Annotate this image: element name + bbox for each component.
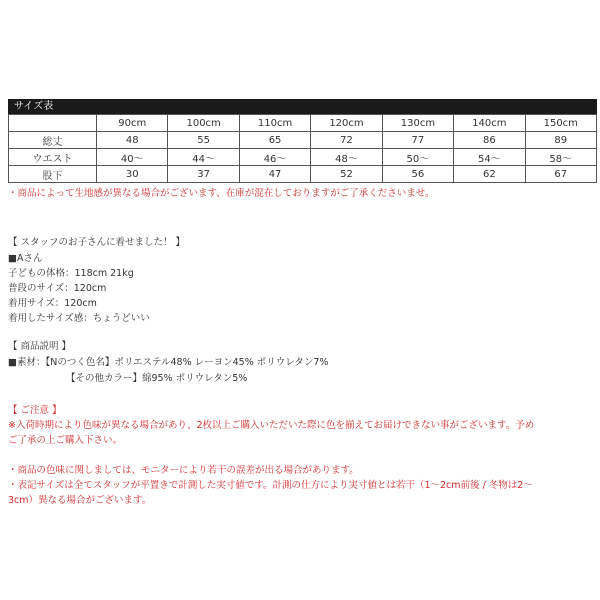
size-column-header: 130cm: [382, 115, 453, 132]
size-chart-title: サイズ表: [8, 99, 597, 114]
table-row: [9, 149, 597, 166]
caution-line: ・商品の色味に関しましては、モニターにより若干の誤差が出る場合があります。: [8, 465, 359, 476]
staff-heading: 【 スタッフのお子さんに着せました！ 】: [8, 237, 186, 248]
size-column-header: 140cm: [454, 115, 525, 132]
table-cell: 72: [311, 132, 382, 149]
size-column-header: 100cm: [168, 115, 239, 132]
caution-line: ご了承の上ご購入下さい。: [8, 435, 123, 446]
caution-line: 3cm）異なる場合がございます。: [8, 495, 152, 506]
table-cell: 46～: [239, 149, 310, 166]
material-line-other: 【その他カラー】綿95% ポリウレタン5%: [66, 373, 248, 384]
table-cell: 48～: [311, 149, 382, 166]
table-row: [9, 166, 597, 183]
table-cell: 50～: [382, 149, 453, 166]
table-cell: 52: [311, 166, 382, 183]
staff-usual-size: 普段のサイズ：120cm: [8, 283, 107, 294]
table-cell: 62: [454, 166, 525, 183]
caution-line: ※入荷時期により色味が異なる場合があり、2枚以上ご購入いただいた際に色を揃えてお届けできない事がございます。予め: [8, 420, 535, 431]
row-label: 股下: [9, 166, 97, 183]
table-cell: 55: [168, 132, 239, 149]
size-column-header: 110cm: [239, 115, 310, 132]
size-column-header: 120cm: [311, 115, 382, 132]
size-header-row: [9, 115, 597, 132]
table-cell: 77: [382, 132, 453, 149]
fabric-note: ・商品によって生地感が異なる場合がございます、在庫が混在しておりますがご了承くださいませ。: [8, 188, 435, 199]
corner-cell: [9, 115, 97, 132]
table-cell: 89: [525, 132, 596, 149]
table-cell: 30: [97, 166, 168, 183]
table-cell: 47: [239, 166, 310, 183]
staff-worn-size: 着用サイズ：120cm: [8, 298, 97, 309]
row-label: 総丈: [9, 132, 97, 149]
table-cell: 44～: [168, 149, 239, 166]
product-heading: 【 商品説明 】: [8, 341, 72, 352]
caution-line: ・表記サイズは全てスタッフが平置きで計測した実寸値です。計測の仕方により実寸値とは若干（1～2cm前後 / 冬物は2～: [8, 480, 533, 491]
size-chart-table: [8, 114, 597, 183]
staff-name: ■Aさん: [8, 253, 43, 264]
size-column-header: 90cm: [97, 115, 168, 132]
table-cell: 58～: [525, 149, 596, 166]
table-row: [9, 132, 597, 149]
caution-heading: 【 ご注意 】: [8, 405, 62, 416]
size-column-header: 150cm: [525, 115, 596, 132]
material-line: ■素材：【Nのつく色名】ポリエステル48% レーヨン45% ポリウレタン7%: [8, 357, 329, 368]
staff-fit: 着用したサイズ感：ちょうどいい: [8, 313, 150, 324]
table-cell: 40～: [97, 149, 168, 166]
table-cell: 48: [97, 132, 168, 149]
table-cell: 67: [525, 166, 596, 183]
staff-body-size: 子どもの体格：118cm 21kg: [8, 268, 134, 279]
row-label: ウエスト: [9, 149, 97, 166]
table-cell: 86: [454, 132, 525, 149]
table-cell: 37: [168, 166, 239, 183]
table-cell: 56: [382, 166, 453, 183]
table-cell: 54～: [454, 149, 525, 166]
table-cell: 65: [239, 132, 310, 149]
